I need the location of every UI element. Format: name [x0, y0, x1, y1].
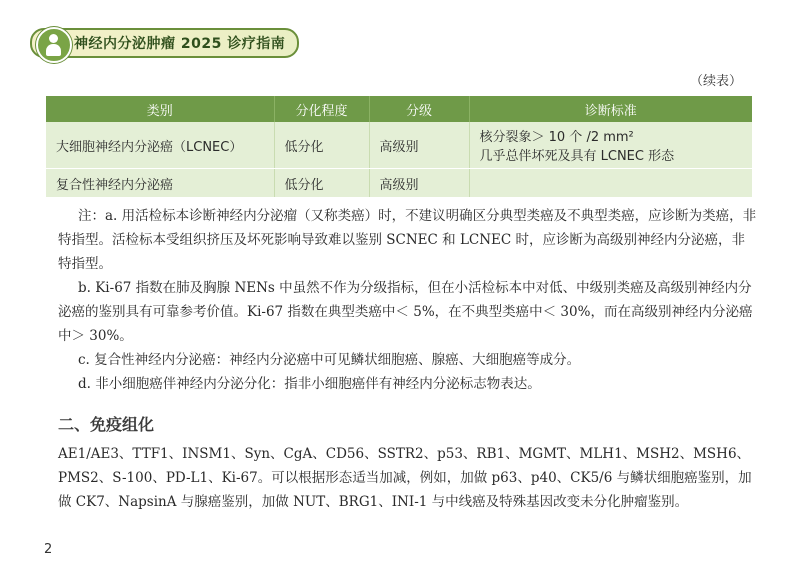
criteria-line: 几乎总伴坏死及具有 LCNEC 形态	[479, 149, 675, 164]
note-a: 注：a. 用活检标本诊断神经内分泌瘤（又称类癌）时，不建议明确区分典型类癌及不典型类癌，应诊断为类癌，非特指型。活检标本受组织挤压及坏死影响导致难以鉴别 SCNEC 和 LCNEC 时，应诊断为高级别神经内分泌癌，非特指型。	[58, 208, 757, 272]
section-body: AE1/AE3、TTF1、INSM1、Syn、CgA、CD56、SSTR2、p53、RB1、MGMT、MLH1、MSH2、MSH6、PMS2、S-100、PD-L1、Ki-67。可以根据形态适当加减，例如，加做 p63、p40、CK5/6 与鳞状细胞癌鉴别，加做 CK7、NapsinA 与腺癌鉴别，加做 NUT、BRG1、INI-1 与中线癌及特殊基因改变未分化肿瘤鉴别。	[58, 446, 752, 510]
column-header-grade: 分级	[369, 96, 469, 122]
column-header-category: 类别	[46, 96, 274, 122]
note-d: d. 非小细胞癌伴神经内分泌分化：指非小细胞癌伴有神经内分泌标志物表达。	[78, 376, 541, 392]
cell-grade: 高级别	[369, 169, 469, 198]
table-row	[46, 169, 752, 198]
running-header	[30, 28, 299, 58]
table-header-row	[46, 96, 752, 122]
diagnosis-table	[46, 96, 752, 198]
criteria-line: 核分裂象＞ 10 个 /2 mm²	[479, 130, 634, 145]
cell-differentiation: 低分化	[274, 169, 369, 198]
cell-category: 复合性神经内分泌癌	[46, 169, 274, 198]
page-number: 2	[44, 542, 53, 557]
cell-category: 大细胞神经内分泌癌（LCNEC）	[46, 122, 274, 169]
note-b: b. Ki-67 指数在肺及胸腺 NENs 中虽然不作为分级指标，但在小活检标本中对低、中级别类癌及高级别神经内分泌癌的鉴别具有可靠参考价值。Ki-67 指数在典型类癌中＜ 5%，在不典型类癌中＜ 30%，而在高级别神经内分泌癌中＞ 30%。	[58, 280, 753, 344]
column-header-differentiation: 分化程度	[274, 96, 369, 122]
section-title: 二、免疫组化	[58, 415, 155, 434]
table-notes	[58, 204, 758, 396]
cell-criteria	[469, 122, 752, 169]
header-title: 神经内分泌肿瘤 2025 诊疗指南	[74, 36, 286, 52]
table-row	[46, 122, 752, 169]
cell-criteria	[469, 169, 752, 198]
cell-grade: 高级别	[369, 122, 469, 169]
cell-differentiation: 低分化	[274, 122, 369, 169]
note-c: c. 复合性神经内分泌癌：神经内分泌癌中可见鳞状细胞癌、腺癌、大细胞癌等成分。	[78, 352, 581, 368]
person-figure-icon	[36, 27, 72, 63]
continued-label: （续表）	[689, 74, 742, 89]
column-header-criteria: 诊断标准	[469, 96, 752, 122]
